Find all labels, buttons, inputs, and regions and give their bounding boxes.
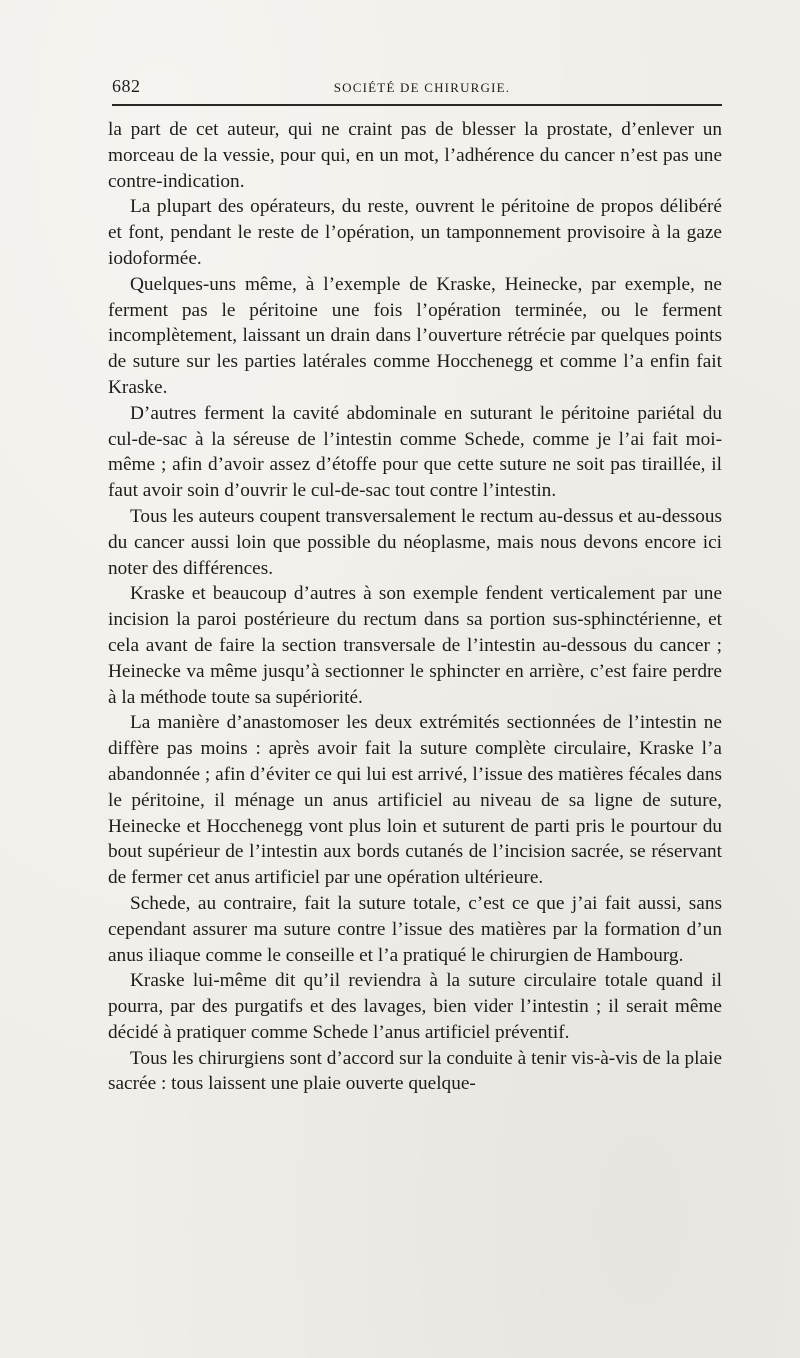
paragraph-9: Kraske lui-même dit qu’il reviendra à la suture circulaire totale quand il pourra, par des purgatifs et des lavages, bien vider l’intestin ; il serait même décidé à pratiquer comme Schede l’anus artificiel préventif. xyxy=(108,970,722,1043)
paragraph-10: Tous les chirurgiens sont d’accord sur la conduite à tenir vis-à-vis de la plaie sacrée : tous laissent une plaie ouverte quelque- xyxy=(108,1047,722,1095)
header-rule xyxy=(112,104,722,106)
running-head: SOCIÉTÉ DE CHIRURGIE. xyxy=(333,80,511,95)
page-header xyxy=(112,74,722,102)
paragraph-8: Schede, au contraire, fait la suture totale, c’est ce que j’ai fait aussi, sans cependant assurer ma suture contre l’issue des matières par la formation d’un anus iliaque comme le conseille et l’a pratiqué le chirurgien de Hambourg. xyxy=(108,892,722,966)
paragraph-3: Quelques-uns même, à l’exemple de Kraske, Heinecke, par exemple, ne ferment pas le péritoine une fois l’opération terminée, ou le ferment incomplètement, laissant un drain dans l’ouverture rétrécie par quelques points de suture sur les parties latérales comme Hocchenegg et comme l’a enfin fait Kraske. xyxy=(108,273,722,398)
page-number: 682 xyxy=(112,76,141,96)
paragraph-6: Kraske et beaucoup d’autres à son exemple fendent verticalement par une incision la paroi postérieure du rectum dans sa portion sus-sphinctérienne, et cela avant de faire la section transversale de l’intestin au-dessous du cancer ; Heinecke va même jusqu’à sectionner le sphincter en arrière, c’est faire perdre à la méthode toute sa supériorité. xyxy=(108,583,722,708)
body-text xyxy=(108,117,722,1097)
paragraph-2: La plupart des opérateurs, du reste, ouvrent le péritoine de propos délibéré et font, pendant le reste de l’opération, un tamponnement provisoire à la gaze iodoformée. xyxy=(108,196,722,269)
paragraph-5: Tous les auteurs coupent transversalement le rectum au-dessus et au-dessous du cancer aussi loin que possible du néoplasme, mais nous devons encore ici noter des différences. xyxy=(108,505,722,579)
paragraph-7: La manière d’anastomoser les deux extrémités sectionnées de l’intestin ne diffère pas moins : après avoir fait la suture complète circulaire, Kraske l’a abandonnée ; afin d’éviter ce qui lui est arrivé, l’issue des matières fécales dans le péritoine, il ménage un anus artificiel au niveau de sa ligne de suture, Heinecke et Hocchenegg vont plus loin et suturent de parti pris le pourtour du bout supérieur de l’intestin aux bords cutanés de l’incision sacrée, se réservant de fermer cet anus artificiel par une opération ultérieure. xyxy=(108,712,722,889)
paragraph-1: la part de cet auteur, qui ne craint pas de blesser la prostate, d’enlever un morceau de la vessie, pour qui, en un mot, l’adhérence du cancer n’est pas une contre-indication. xyxy=(108,119,722,192)
paragraph-4: D’autres ferment la cavité abdominale en suturant le péritoine pariétal du cul-de-sac à la séreuse de l’intestin comme Schede, comme je l’ai fait moi-même ; afin d’avoir assez d’étoffe pour que cette suture ne soit pas tiraillée, il faut avoir soin d’ouvrir le cul-de-sac tout contre l’intestin. xyxy=(108,402,722,502)
